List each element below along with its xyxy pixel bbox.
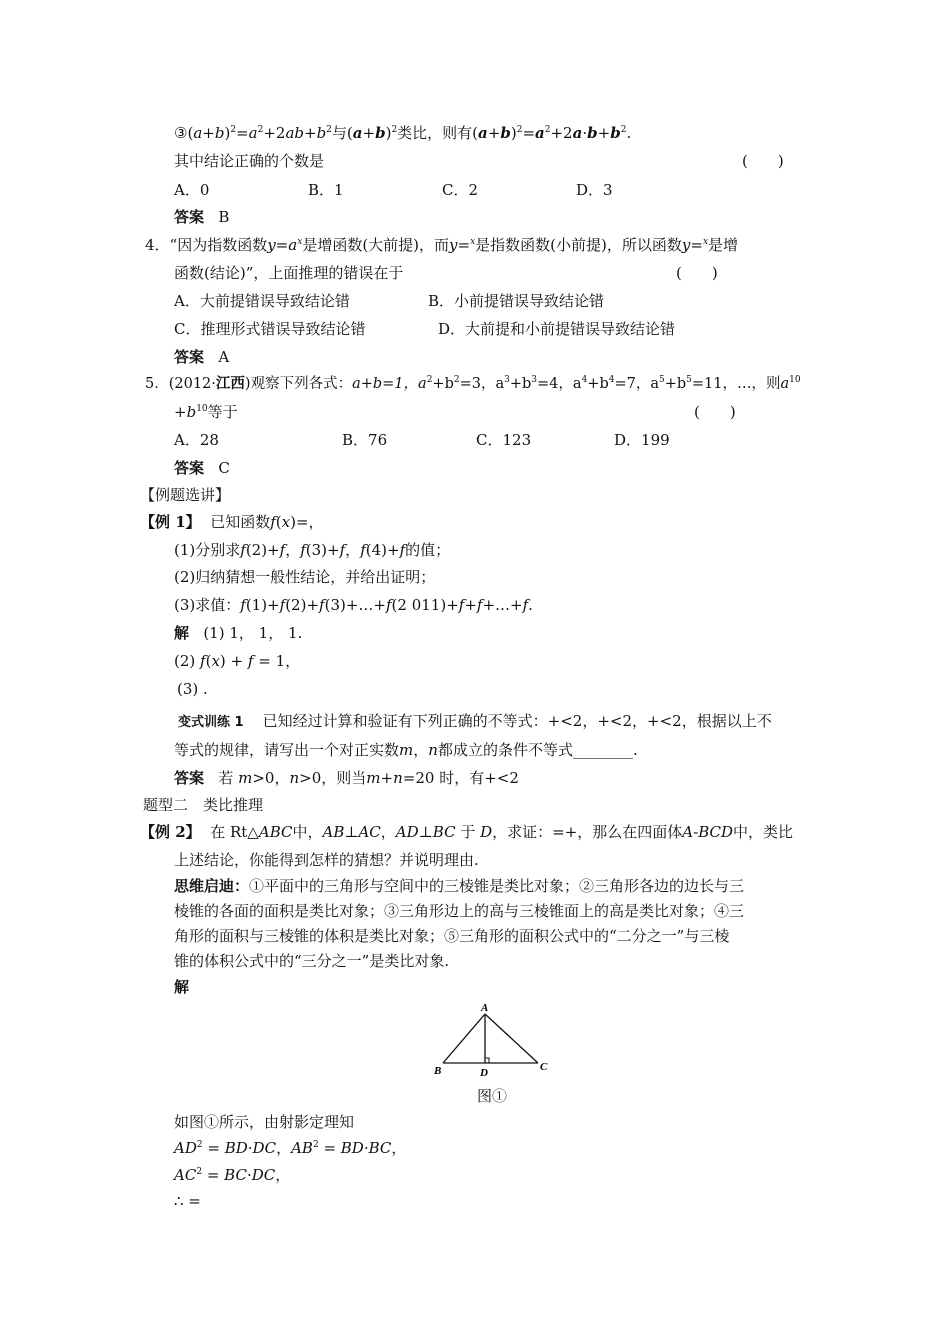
- triangle-figure: [430, 1000, 560, 1086]
- example-1-part-1: (1)分别求f(2)+f，f(3)+f，f(4)+f的值；: [174, 541, 451, 559]
- vertex-c-label: C: [540, 1061, 548, 1073]
- section-heading: 【例题选讲】: [140, 486, 231, 504]
- q4-option-c: C．推理形式错误导致结论错: [174, 320, 366, 338]
- example-2-line-1: 【例 2】 在 Rt△ABC中，AB⊥AC，AD⊥BC 于 D，求证：=+，那么在四面体A-BCD中，类比: [140, 823, 794, 841]
- vertex-b-label: B: [434, 1065, 442, 1077]
- q3-statement-3: $③(a+b)^2=a^2+2ab+b^2$与$(a+b)^2$类比，则有$(a+b)^2=a^2+2a\cdot b+b^2$.: [174, 124, 632, 142]
- q5-option-c: C．123: [476, 431, 532, 449]
- example-1-part-2: (2)归纳猜想一般性结论，并给出证明；: [174, 568, 436, 586]
- example-2-hint-2: 棱锥的各面的面积是类比对象；③三角形边上的高与三棱锥面上的高是类比对象；④三: [174, 902, 745, 920]
- q5-option-a: A．28: [174, 431, 219, 449]
- solution-text-1: 如图①所示，由射影定理知: [174, 1113, 355, 1131]
- example-2-hint-3: 角形的面积与三棱锥的体积是类比对象；⑤三角形的面积公式中的“二分之一”与三棱: [174, 927, 730, 945]
- variant-1-line-2: 等式的规律，请写出一个对正实数m，n都成立的条件不等式________.: [174, 741, 638, 759]
- example-2-hint-1: 思维启迪：①平面中的三角形与空间中的三棱锥是类比对象；②三角形各边的边长与三: [174, 877, 745, 895]
- q5-option-d: D．199: [614, 431, 670, 449]
- solution-relation-2: $AC^2 = BC\cdot DC$，: [174, 1166, 291, 1184]
- q4-line-2: 函数(结论)”，上面推理的错误在于: [174, 264, 404, 282]
- q5-option-b: B．76: [342, 431, 388, 449]
- example-1-solution-2: (2) f(x) + f = 1，: [174, 652, 301, 670]
- example-2-solution-label: 解: [174, 978, 190, 996]
- q5-line-1: 5．(2012·江西)观察下列各式：a+b=1，$a^2+b^2=3$，$a^3+b^3=4$，$a^4+b^4=7$，$a^5+b^5=11$，…，则$a^{10}$: [145, 375, 801, 392]
- q3-answer: 答案 B: [174, 208, 230, 226]
- q3-option-a: A．0: [174, 181, 210, 199]
- q5-answer: 答案 C: [174, 459, 230, 477]
- q3-stem: 其中结论正确的个数是: [174, 152, 325, 170]
- variant-1-answer: 答案 若 m>0，n>0，则当m+n=20 时，有+<2: [174, 769, 519, 787]
- type-2-heading: 题型二 类比推理: [143, 796, 264, 814]
- vertex-d-label: D: [480, 1067, 488, 1079]
- example-2-line-2: 上述结论，你能得到怎样的猜想？并说明理由.: [174, 851, 479, 869]
- q3-option-b: B．1: [308, 181, 344, 199]
- q5-line-2: $+b^{10}$等于: [174, 403, 238, 421]
- q4-option-d: D．大前提和小前提错误导致结论错: [438, 320, 676, 338]
- side-ac: [485, 1014, 538, 1063]
- vertex-a-label: A: [481, 1002, 489, 1014]
- solution-therefore: ∴ =: [174, 1192, 201, 1210]
- q4-answer: 答案 A: [174, 348, 230, 366]
- example-2-hint-4: 锥的体积公式中的“三分之一”是类比对象.: [174, 952, 450, 970]
- q4-line-1: 4．“因为指数函数$y=a^x$是增函数(大前提)，而y=$^x$是指数函数(小前提)，所以函数y=$^x$是增: [145, 236, 739, 254]
- example-1-stem: 【例 1】 已知函数f(x)=，: [140, 513, 324, 531]
- q4-answer-paren: ( ): [676, 264, 718, 282]
- example-1-solution-1: 解 (1) 1， 1， 1.: [174, 624, 303, 642]
- q5-answer-paren: ( ): [694, 403, 736, 421]
- q3-answer-paren: ( ): [742, 152, 784, 170]
- q3-option-c: C．2: [442, 181, 479, 199]
- figure-caption: 图①: [477, 1087, 508, 1105]
- example-1-part-3: (3)求值：f(1)+f(2)+f(3)+…+f(2 011)+f+f+…+f.: [174, 596, 533, 614]
- q3-option-d: D．3: [576, 181, 613, 199]
- side-ab: [443, 1014, 485, 1063]
- solution-relation-1: $AD^2 = BD\cdot DC$，$AB^2 = BD\cdot BC$，: [174, 1139, 407, 1157]
- example-1-solution-3: (3) .: [177, 680, 208, 698]
- q4-option-b: B．小前提错误导致结论错: [428, 292, 605, 310]
- q4-option-a: A．大前提错误导致结论错: [174, 292, 350, 310]
- variant-1-line-1: 变式训练 1 已知经过计算和验证有下列正确的不等式：+<2，+<2，+<2，根据以上不: [178, 712, 772, 730]
